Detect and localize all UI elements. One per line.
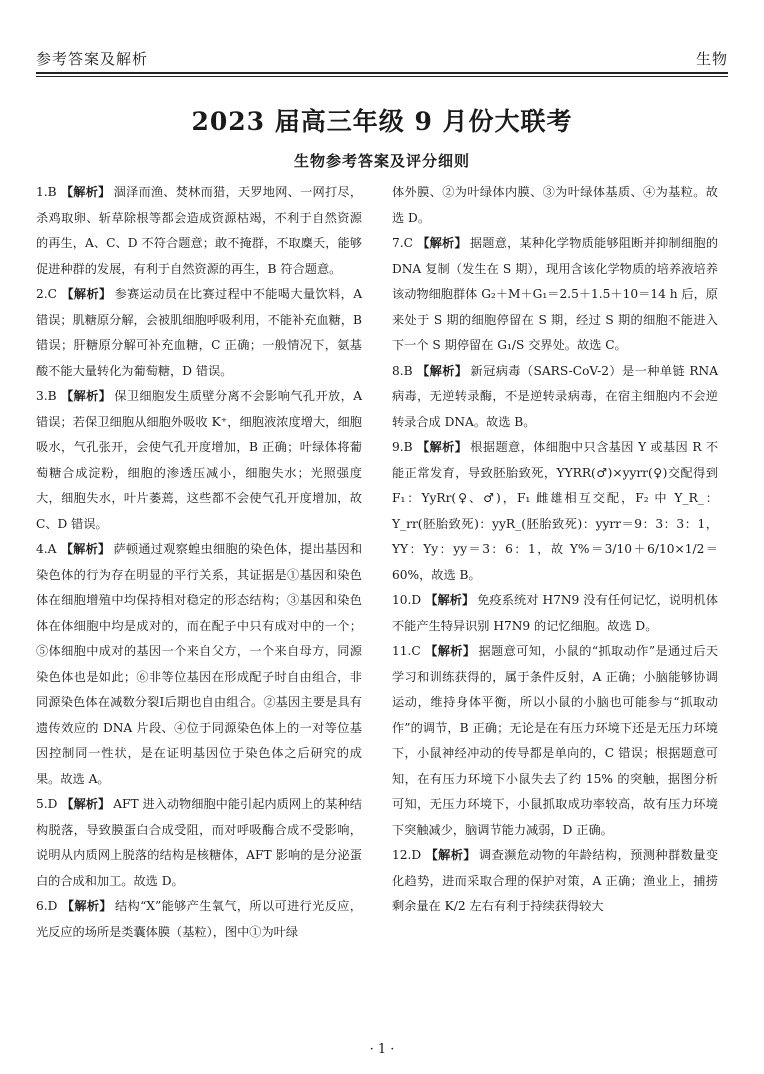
- item-body: 新冠病毒（SARS-CoV-2）是一种单链 RNA 病毒，无逆转录酶，不是逆转录病毒，在宿主细胞内不会逆转录合成 DNA。故选 B。: [392, 363, 718, 429]
- item-body: 据题意可知，小鼠的“抓取动作”是通过后天学习和训练获得的，属于条件反射，A 正确；小脑能够协调运动，维持身体平衡，所以小鼠的小脑也可能参与“抓取动作”的调节，B 正确；无论是在有压力环境下还是无压力环境下，小鼠神经冲动的传导都是单向的，C 错误；根据题意可知，在有压力环境下小鼠失去了约 15% 的突触，据图分析可知，无压力环境下，小鼠抓取成功率较高，故有压力环境下突触减少，脑调节能力减弱，D 正确。: [392, 644, 719, 837]
- answer-item-11: [392, 639, 718, 843]
- analysis-tag: 【解析】: [60, 542, 111, 556]
- item-number: 4.A: [36, 542, 57, 556]
- answer-item-8: [392, 359, 718, 436]
- item-number: 3.B: [36, 389, 57, 403]
- analysis-tag: 【解析】: [60, 185, 111, 199]
- analysis-tag: 【解析】: [60, 389, 112, 403]
- item-body: 参赛运动员在比赛过程中不能喝大量饮料，A 错误；肌糖原分解，会被肌细胞呼吸利用，不能补充血糖，B 错误；肝糖原分解可补充血糖，C 正确；一般情况下，氨基酸不能大量转化为葡萄糖，D 错误。: [36, 287, 362, 378]
- item-body: 结构“X”能够产生氧气，所以可进行光反应，光反应的场所是类囊体膜（基粒），图中①为叶绿: [36, 899, 362, 939]
- item-number: 1.B: [36, 185, 57, 199]
- item-number: 10.D: [392, 593, 422, 607]
- analysis-tag: 【解析】: [61, 797, 111, 811]
- answer-item-9: [392, 435, 718, 588]
- answer-subtitle: 生物参考答案及评分细则: [293, 152, 470, 170]
- page-header: [36, 44, 728, 74]
- item-body: 保卫细胞发生质壁分离不会影响气孔开放，A 错误；若保卫细胞从细胞外吸收 K⁺，细胞液浓度增大，细胞吸水，气孔张开，会使气孔开度增加，B 正确；叶绿体将葡萄糖合成淀粉，细胞的渗透压减小，细胞失水；光照强度大，细胞失水，叶片萎蔫，这些都不会使气孔开度增加，故 C、D 错误。: [36, 389, 362, 531]
- right-column: [392, 180, 718, 920]
- item-body: 萨顿通过观察蝗虫细胞的染色体，提出基因和染色体的行为存在明显的平行关系，其证据是①基因和染色体在细胞增殖中均保持相对稳定的形态结构；③基因和染色体在体细胞中均是成对的，而在配子中只有成对中的一个；⑤体细胞中成对的基因一个来自父方，一个来自母方，同源染色体也是如此；⑥非等位基因在形成配子时自由组合，非同源染色体在减数分裂Ⅰ后期也自由组合。②基因主要是具有遗传效应的 DNA 片段、④位于同源染色体上的一对等位基因控制同一性状，是在证明基因位于染色体之后研究的成果。故选 A。: [36, 542, 363, 786]
- exam-title: 2023 届高三年级 9 月份大联考: [191, 107, 573, 136]
- analysis-tag: 【解析】: [416, 236, 467, 250]
- left-column: [36, 180, 362, 945]
- item-body: 体外膜、②为叶绿体内膜、③为叶绿体基质、④为基粒。故选 D。: [392, 185, 718, 225]
- answer-item-7: [392, 231, 718, 359]
- answer-item-6-continued: [392, 180, 718, 231]
- answer-item-2: [36, 282, 362, 384]
- item-number: 2.C: [36, 287, 57, 301]
- analysis-tag: 【解析】: [424, 644, 476, 658]
- item-number: 12.D: [392, 848, 422, 862]
- analysis-tag: 【解析】: [61, 899, 112, 913]
- header-rule-thick: [36, 72, 728, 74]
- item-number: 7.C: [392, 236, 413, 250]
- answer-item-5: [36, 792, 362, 894]
- answer-item-6: [36, 894, 362, 945]
- header-subject-label: 生物: [695, 50, 728, 68]
- item-body: 涸泽而渔、焚林而猎，天罗地网、一网打尽，杀鸡取卵、斩草除根等都会造成资源枯竭，不利于自然资源的再生，A、C、D 不符合题意；敢不掩群，不取麇夭，能够促进种群的发展，有利于自然资源的再生，B 符合题意。: [36, 185, 363, 276]
- item-number: 5.D: [36, 797, 58, 811]
- answer-item-4: [36, 537, 362, 792]
- answer-item-3: [36, 384, 362, 537]
- analysis-tag: 【解析】: [425, 848, 476, 862]
- item-number: 6.D: [36, 899, 58, 913]
- analysis-tag: 【解析】: [60, 287, 112, 301]
- analysis-tag: 【解析】: [416, 440, 468, 454]
- item-number: 9.B: [392, 440, 413, 454]
- answer-item-12: [392, 843, 718, 920]
- page-number: · 1 ·: [369, 1042, 395, 1057]
- item-body: 免疫系统对 H7N9 没有任何记忆，说明机体不能产生特异识别 H7N9 的记忆细胞。故选 D。: [392, 593, 718, 633]
- item-number: 8.B: [392, 363, 413, 378]
- item-body: 根据题意，体细胞中只含基因 Y 或基因 R 不能正常发育，导致胚胎致死，YYRR(♂)×yyrr(♀)交配得到 F₁：YyRr(♀、♂)，F₁ 雌雄相互交配，F₂ 中 Y_R_：Y_rr(胚胎致死)：yyR_(胚胎致死)：yyrr＝9：3：3：1，YY：Yy：yy＝3：6：1，故 Y%＝3/10＋6/10×1/2＝60%，故选 B。: [392, 440, 719, 582]
- item-body: 调查濒危动物的年龄结构，预测种群数量变化趋势，进而采取合理的保护对策，A 正确；渔业上，捕捞剩余量在 K/2 左右有利于持续获得较大: [392, 848, 719, 913]
- item-number: 11.C: [392, 644, 421, 658]
- header-rule-thin: [36, 76, 728, 77]
- analysis-tag: 【解析】: [416, 363, 468, 378]
- answer-item-10: [392, 588, 718, 639]
- header-left-label: 参考答案及解析: [36, 50, 149, 68]
- answer-item-1: [36, 180, 362, 282]
- analysis-tag: 【解析】: [425, 593, 475, 607]
- item-body: 据题意，某种化学物质能够阻断并抑制细胞的 DNA 复制（发生在 S 期），现用含该化学物质的培养液培养该动物细胞群体 G₂＋M＋G₁＝2.5＋1.5＋10＝14 h 后，原来处于 S 期的细胞停留在 S 期，经过 S 期的细胞不能进入下一个 S 期停留在 G₁/S 交界处。故选 C。: [392, 236, 719, 352]
- item-body: AFT 进入动物细胞中能引起内质网上的某种结构脱落，导致膜蛋白合成受阻，而对呼吸酶合成不受影响，说明从内质网上脱落的结构是核糖体，AFT 影响的是分泌蛋白的合成和加工。故选 D。: [36, 797, 362, 888]
